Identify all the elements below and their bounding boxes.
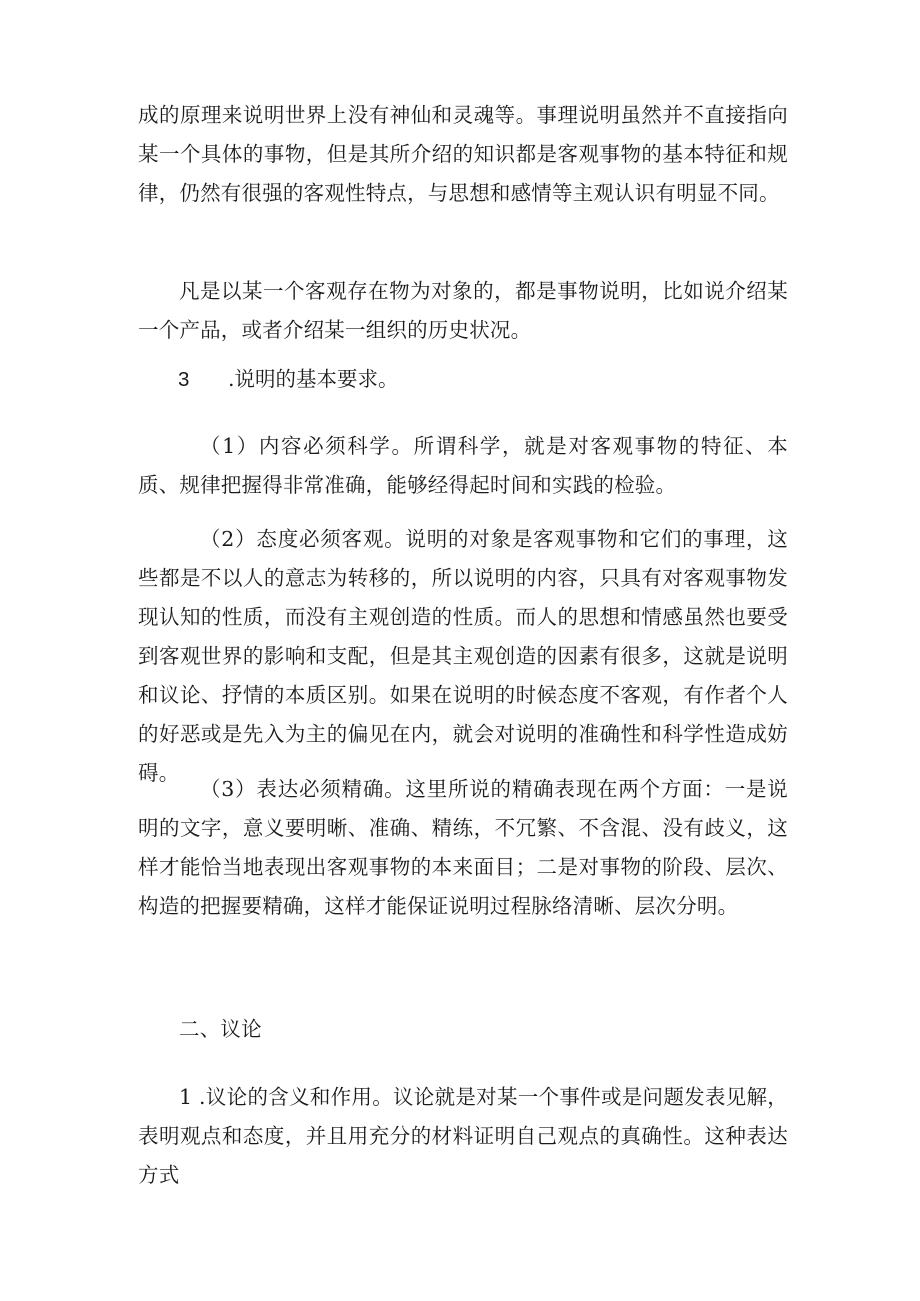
- requirement-2-attitude-objective: （2）态度必须客观。说明的对象是客观事物和它们的事理，这些都是不以人的意志为转移的，所以说明的内容，只具有对客观事物发现认知的性质，而没有主观创造的性质。而人的思想和情感虽然也要受到客观世界的影响和支配，但是其主观创造的因素有很多，这就是说明和议论、抒情的本质区别。如果在说明的时候态度不客观，有作者个人的好恶或是先入为主的偏见在内，就会对说明的准确性和科学性造成妨碍。: [138, 527, 788, 785]
- heading-basic-requirements: [178, 360, 399, 399]
- paragraph-principle-explanation: 成的原理来说明世界上没有神仙和灵魂等。事理说明虽然并不直接指向某一个具体的事物，但是其所介绍的知识都是客观事物的基本特征和规律，仍然有很强的客观性特点，与思想和感情等主观认识有明显不同。: [138, 103, 788, 205]
- requirement-1-content-scientific: （1）内容必须科学。所谓科学，就是对客观事物的特征、本质、规律把握得非常准确，能够经得起时间和实践的检验。: [138, 434, 788, 497]
- heading-number: 3: [178, 368, 190, 391]
- section-heading-argumentation: 二、议论: [179, 1017, 262, 1041]
- paragraph-object-explanation: 凡是以某一个客观存在物为对象的，都是事物说明，比如说介绍某一个产品，或者介绍某一组织的历史状况。: [138, 279, 788, 342]
- paragraph-argumentation-definition: 1 .议论的含义和作用。议论就是对某一个事件或是问题发表见解，表明观点和态度，并且用充分的材料证明自己观点的真确性。这种表达方式: [138, 1085, 788, 1187]
- requirement-3-expression-precise: （3）表达必须精确。这里所说的精确表现在两个方面：一是说明的文字，意义要明晰、准确、精练，不冗繁、不含混、没有歧义，这样才能恰当地表现出客观事物的本来面目；二是对事物的阶段、层次、构造的把握要精确，这样才能保证说明过程脉络清晰、层次分明。: [138, 777, 788, 918]
- heading-text: .说明的基本要求。: [228, 367, 399, 391]
